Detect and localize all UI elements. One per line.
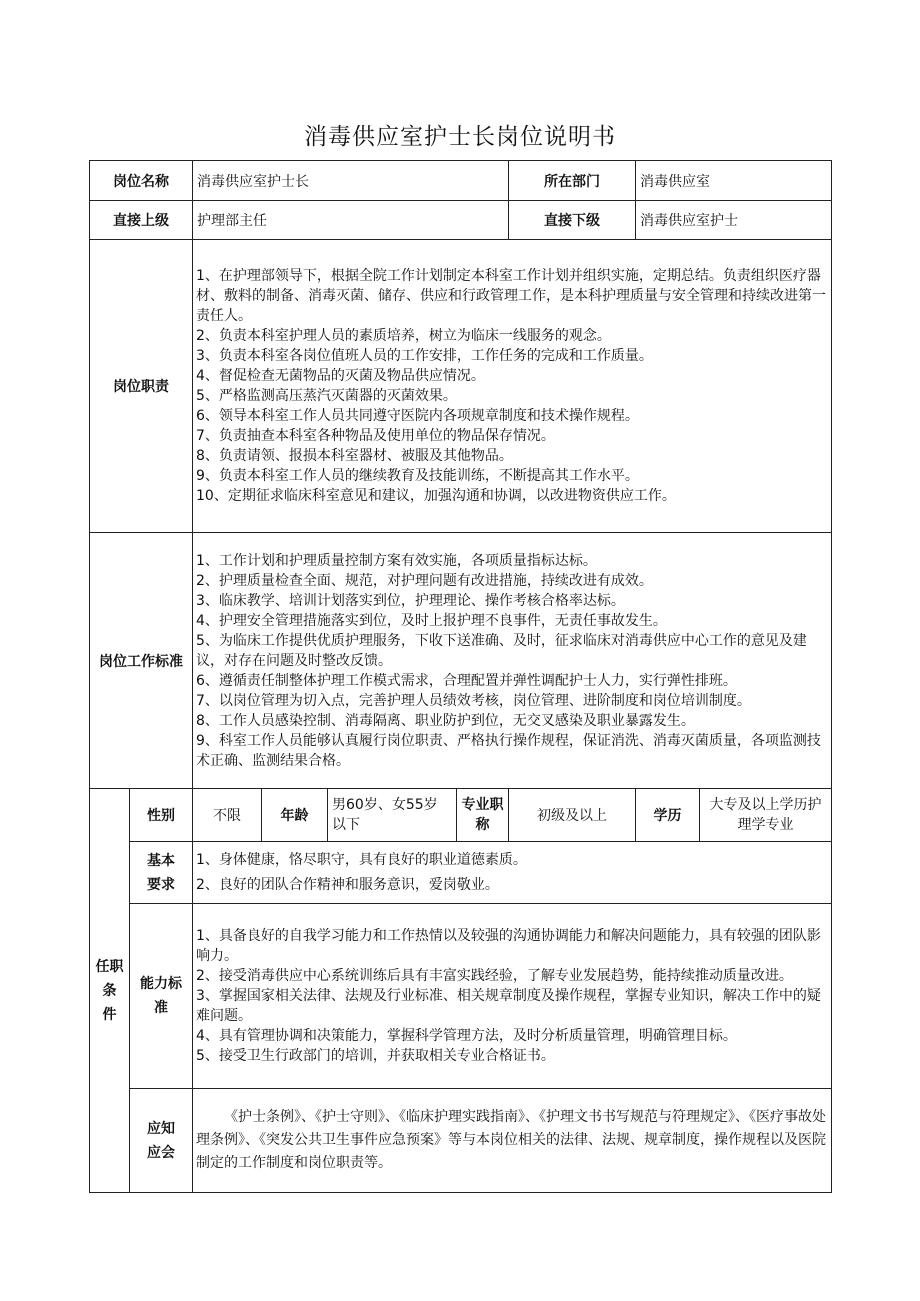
knowledge-label	[130, 1089, 193, 1193]
qualifications-group-label	[90, 789, 130, 1193]
duty-item: 3、负责本科室各岗位值班人员的工作安排，工作任务的完成和工作质量。	[196, 348, 653, 364]
duty-item: 8、负责请领、报损本科室器材、被服及其他物品。	[196, 448, 513, 464]
ability-item: 1、具备良好的自我学习能力和工作热情以及较强的沟通协调能力和解决问题能力，具有较强的团队影响力。	[196, 928, 821, 964]
gender-value: 不限	[193, 789, 262, 842]
professional-title-label-line: 称	[475, 817, 490, 833]
basic-requirement-item: 1、身体健康，恪尽职守，具有良好的职业道德素质。	[196, 851, 527, 868]
ability-item: 5、接受卫生行政部门的培训，并获取相关专业合格证书。	[196, 1048, 555, 1064]
qualifications-label-line: 件	[102, 1006, 117, 1023]
reporting-row	[90, 201, 832, 240]
position-name-value: 消毒供应室护士长	[193, 161, 509, 201]
ability-item: 2、接受消毒供应中心系统训练后具有丰富实践经验，了解专业发展趋势，能持续推动质量改进。	[196, 968, 793, 984]
standard-item: 3、临床教学、培训计划落实到位，护理理论、操作考核合格率达标。	[196, 592, 625, 609]
basic-requirements-row	[90, 842, 832, 904]
ability-row	[90, 904, 832, 1089]
knowledge-row	[90, 1089, 832, 1193]
professional-title-label-line: 专业职	[461, 797, 504, 813]
direct-subordinate-value: 消毒供应室护士	[636, 201, 832, 240]
standard-item: 4、护理安全管理措施落实到位，及时上报护理不良事件，无责任事故发生。	[196, 612, 667, 629]
duty-item: 10、定期征求临床科室意见和建议，加强沟通和协调，以改进物资供应工作。	[196, 488, 676, 504]
duty-item: 5、严格监测高压蒸汽灭菌器的灭菌效果。	[196, 388, 457, 404]
education-value	[700, 789, 832, 842]
standards-list	[193, 533, 832, 789]
standard-item: 2、护理质量检查全面、规范，对护理问题有改进措施，持续改进有成效。	[196, 572, 653, 589]
basic-requirements-label	[130, 842, 193, 904]
standard-item: 5、为临床工作提供优质护理服务，下收下送准确、及时，征求临床对消毒供应中心工作的意见及建议，对存在问题及时整改反馈。	[196, 632, 807, 669]
ability-standard-list	[193, 904, 832, 1089]
basic-requirements-list	[193, 842, 832, 904]
duties-label: 岗位职责	[90, 240, 193, 533]
basic-requirement-item: 2、良好的团队合作精神和服务意识，爱岗敬业。	[196, 876, 499, 893]
age-label: 年龄	[262, 789, 328, 842]
education-value-line: 大专及以上学历护	[709, 797, 822, 813]
knowledge-label-line: 应会	[147, 1144, 175, 1161]
standard-item: 8、工作人员感染控制、消毒隔离、职业防护到位，无交叉感染及职业暴露发生。	[196, 712, 695, 729]
duty-item: 2、负责本科室护理人员的素质培养，树立为临床一线服务的观念。	[196, 328, 611, 344]
qualifications-label-line: 条	[102, 982, 117, 999]
education-label: 学历	[636, 789, 700, 842]
duty-item: 1、在护理部领导下，根据全院工作计划制定本科室工作计划并组织实施，定期总结。负责组织医疗器材、敷料的制备、消毒灭菌、储存、供应和行政管理工作，是本科护理质量与安全管理和持续改进第一责任人。	[196, 268, 826, 324]
standard-item: 6、遵循责任制整体护理工作模式需求，合理配置并弹性调配护士人力，实行弹性排班。	[196, 672, 737, 689]
age-value-line: 男60岁、女55岁	[332, 797, 438, 813]
knowledge-text: 《护士条例》、《护士守则》、《临床护理实践指南》、《护理文书书写规范与符理规定》、《医疗事故处理条例》、《突发公共卫生事件应急预案》等与本岗位相关的法律、法规、规章制度，操作规程以及医院制定的工作制度和岗位职责等。	[193, 1089, 832, 1193]
ability-standard-label-line: 能力标	[140, 976, 182, 992]
qualification-basic-row	[90, 789, 832, 842]
standards-row	[90, 533, 832, 789]
ability-standard-label-line: 准	[154, 1000, 168, 1016]
position-row	[90, 161, 832, 201]
duty-item: 9、负责本科室工作人员的继续教育及技能训练，不断提高其工作水平。	[196, 468, 639, 484]
ability-item: 4、具有管理协调和决策能力，掌握科学管理方法，及时分析质量管理，明确管理目标。	[196, 1028, 737, 1044]
education-value-line: 理学专业	[737, 817, 794, 833]
position-name-label: 岗位名称	[90, 161, 193, 201]
standard-item: 1、工作计划和护理质量控制方案有效实施，各项质量指标达标。	[196, 552, 597, 569]
standard-item: 9、科室工作人员能够认真履行岗位职责、严格执行操作规程，保证消洗、消毒灭菌质量，各项监测技术正确、监测结果合格。	[196, 732, 821, 769]
age-value-line: 以下	[332, 817, 360, 833]
department-label: 所在部门	[509, 161, 636, 201]
age-value	[328, 789, 457, 842]
ability-item: 3、掌握国家相关法律、法规及行业标准、相关规章制度及操作规程，掌握专业知识，解决工作中的疑难问题。	[196, 988, 821, 1024]
basic-requirements-label-line: 要求	[147, 876, 175, 893]
basic-requirements-label-line: 基本	[147, 852, 175, 869]
duty-item: 6、领导本科室工作人员共同遵守医院内各项规章制度和技术操作规程。	[196, 408, 639, 424]
standard-item: 7、以岗位管理为切入点，完善护理人员绩效考核，岗位管理、进阶制度和岗位培训制度。	[196, 692, 751, 709]
duties-list	[193, 240, 832, 533]
qualifications-label-line: 任职	[95, 958, 124, 975]
professional-title-label	[457, 789, 509, 842]
standards-label: 岗位工作标准	[90, 533, 193, 789]
duty-item: 7、负责抽查本科室各种物品及使用单位的物品保存情况。	[196, 428, 555, 444]
knowledge-label-line: 应知	[147, 1120, 175, 1137]
job-description-table	[89, 160, 832, 1193]
direct-subordinate-label: 直接下级	[509, 201, 636, 240]
ability-standard-label	[130, 904, 193, 1089]
duties-row	[90, 240, 832, 533]
duty-item: 4、督促检查无菌物品的灭菌及物品供应情况。	[196, 368, 485, 384]
professional-title-value: 初级及以上	[509, 789, 636, 842]
direct-superior-value: 护理部主任	[193, 201, 509, 240]
gender-label: 性别	[130, 789, 193, 842]
department-value: 消毒供应室	[636, 161, 832, 201]
document-title: 消毒供应室护士长岗位说明书	[304, 124, 616, 150]
direct-superior-label: 直接上级	[90, 201, 193, 240]
